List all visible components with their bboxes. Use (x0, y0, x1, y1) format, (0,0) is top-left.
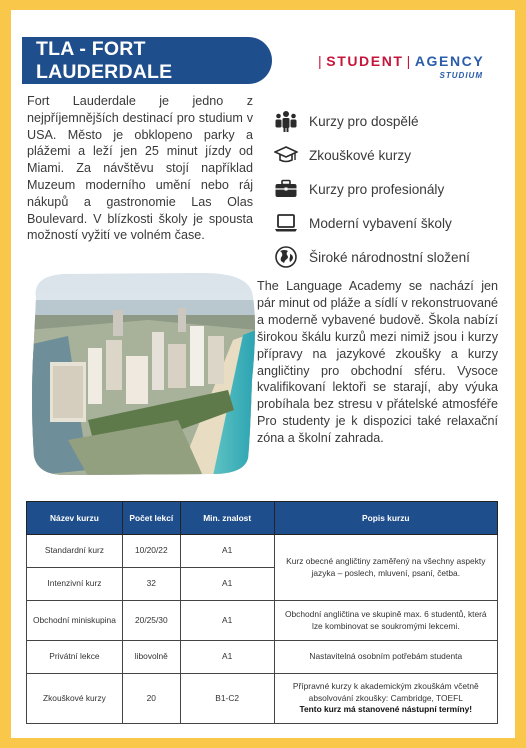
logo-word-agency: AGENCY (414, 53, 485, 69)
laptop-icon (273, 210, 299, 236)
feature-item (273, 172, 513, 206)
course-description: Nastavitelná osobním potřebám studenta (274, 641, 497, 674)
course-level: A1 (180, 535, 274, 568)
student-agency-logo: | STUDENT | AGENCY STUDIUM (318, 52, 493, 86)
intro-paragraph: Fort Lauderdale je jedno z nejpříjemnějších destinací pro studium v USA. Město je obklopeno parky a plážemi a leží jen 25 minut jízdy od Miami. Za návštěvu stojí například Muzeum moderního umění nebo ráj nákupů a gastronomie Las Olas Boulevard. V blízkosti školy je spousta možností vyžití ve volném čase. (27, 94, 253, 243)
course-level: A1 (180, 568, 274, 601)
feature-item (273, 138, 513, 172)
course-name: Standardní kurz (27, 535, 123, 568)
course-description (274, 674, 497, 724)
table-row (27, 601, 498, 641)
course-lessons: 10/20/22 (122, 535, 180, 568)
brochure-page (11, 10, 515, 738)
school-description: The Language Academy se nachází jen pár minut od pláže a sídlí v rekonstruované a moderně vybavené budově. Škola nabízí širokou škálu kurzů mezi nimiž jsou i kurzy přípravy na jazykové zkoušky a kurzy angličtiny pro obchodní sféru. Vysoce kvalifikovaní lektoři se starají, aby výuka probíhala bez stresu v přátelské atmosféře Pro studenty je k dispozici také relaxační zóna a školní zahrada. (257, 279, 498, 446)
table-row (27, 535, 498, 568)
course-start-note: Tento kurz má stanovené nástupní termíny! (299, 704, 473, 715)
people-icon (273, 108, 299, 134)
col-header-level: Min. znalost (180, 502, 274, 535)
course-level: A1 (180, 601, 274, 641)
course-table (26, 501, 498, 724)
course-name: Zkouškové kurzy (27, 674, 123, 724)
col-header-name: Název kurzu (27, 502, 123, 535)
logo-subtitle: STUDIUM (439, 71, 483, 80)
course-description: Kurz obecné angličtiny zaměřený na všechny aspekty jazyka – poslech, mluvení, psaní, četba. (274, 535, 497, 601)
page-title: TLA - FORT LAUDERDALE (22, 37, 272, 84)
city-beach-photo (28, 270, 256, 476)
table-row (27, 641, 498, 674)
feature-label: Kurzy pro dospělé (309, 113, 419, 129)
feature-label: Zkouškové kurzy (309, 147, 411, 163)
course-name: Intenzivní kurz (27, 568, 123, 601)
feature-label: Široké národnostní složení (309, 249, 470, 265)
course-lessons: 20/25/30 (122, 601, 180, 641)
course-lessons: 20 (122, 674, 180, 724)
col-header-description: Popis kurzu (274, 502, 497, 535)
feature-label: Moderní vybavení školy (309, 215, 452, 231)
feature-list (273, 104, 513, 274)
col-header-lessons: Počet lekcí (122, 502, 180, 535)
course-level: B1-C2 (180, 674, 274, 724)
course-lessons: libovolně (122, 641, 180, 674)
globe-icon (273, 244, 299, 270)
course-lessons: 32 (122, 568, 180, 601)
logo-word-student: STUDENT (326, 53, 404, 69)
feature-label: Kurzy pro profesionály (309, 181, 445, 197)
feature-item (273, 104, 513, 138)
course-level: A1 (180, 641, 274, 674)
course-name: Privátní lekce (27, 641, 123, 674)
briefcase-icon (273, 176, 299, 202)
course-name: Obchodní miniskupina (27, 601, 123, 641)
feature-item (273, 240, 513, 274)
course-description-text: Přípravné kurzy k akademickým zkouškám včetně absolvování zkoušky: Cambridge, TOEFL (292, 681, 479, 703)
table-row (27, 674, 498, 724)
table-header-row (27, 502, 498, 535)
course-description: Obchodní angličtina ve skupině max. 6 studentů, která lze kombinovat se soukromými lekcemi. (274, 601, 497, 641)
feature-item (273, 206, 513, 240)
graduation-cap-icon (273, 142, 299, 168)
